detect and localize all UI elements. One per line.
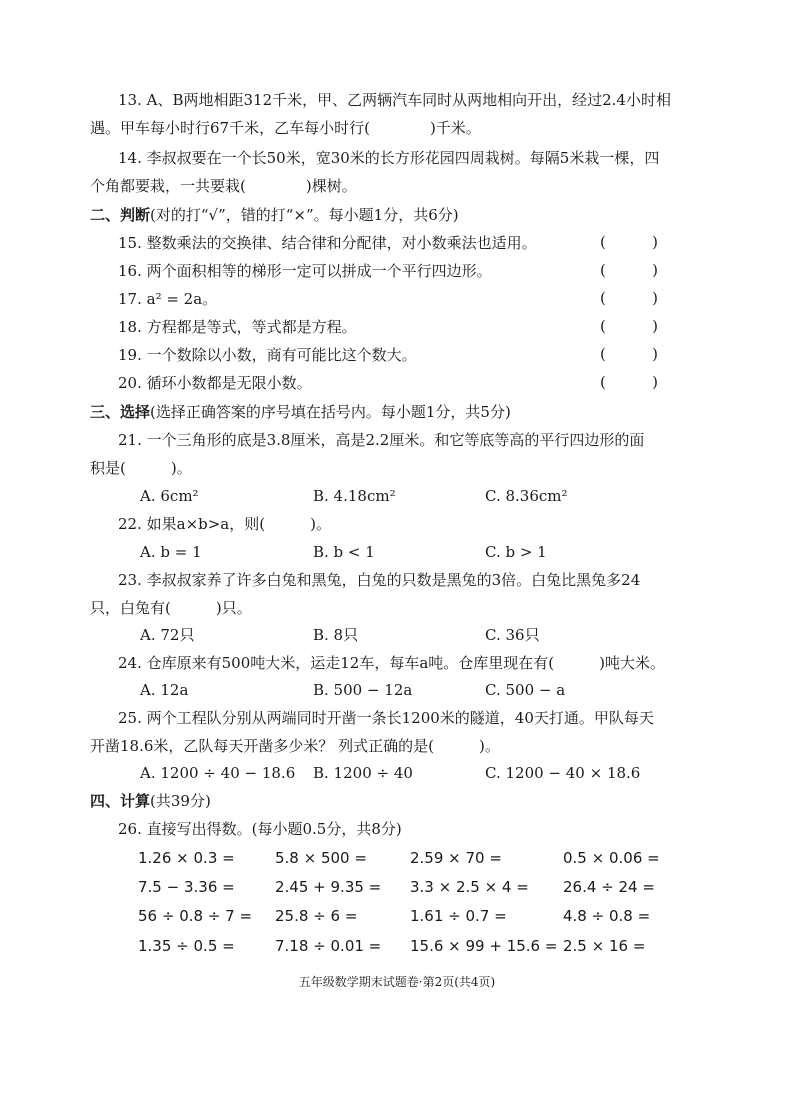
q25-option-c: C. 1200 − 40 × 18.6: [485, 764, 641, 782]
q24-line1: 24. 仓库原来有500吨大米，运走12车，每车a吨。仓库里现在有( )吨大米。: [118, 654, 665, 672]
calc-item: 0.5 × 0.06 =: [563, 849, 660, 867]
section3-title: 三、选择: [90, 403, 151, 421]
calc-item: 15.6 × 99 + 15.6 =: [410, 937, 558, 955]
q14-line1: 14. 李叔叔要在一个长50米，宽30米的长方形花园四周栽树。每隔5米栽一棵，四: [118, 149, 660, 167]
calc-item: 1.26 × 0.3 =: [138, 849, 235, 867]
section4-heading: [90, 791, 700, 811]
judge-answer-19[interactable]: ( ): [600, 345, 658, 363]
calc-item: 56 ÷ 0.8 ÷ 7 =: [138, 907, 253, 925]
q21-option-b: B. 4.18cm²: [313, 487, 396, 505]
calc-item: 25.8 ÷ 6 =: [275, 907, 358, 925]
judge-answer-17[interactable]: ( ): [600, 289, 658, 307]
section2-title: 二、判断: [90, 206, 151, 224]
q13-line2: 遇。甲车每小时行67千米，乙车每小时行( )千米。: [90, 119, 481, 137]
calc-item: 7.5 − 3.36 =: [138, 878, 235, 896]
q22-option-c: C. b > 1: [485, 543, 547, 561]
q23-option-c: C. 36只: [485, 626, 540, 644]
judge-answer-18[interactable]: ( ): [600, 317, 658, 335]
judge-answer-15[interactable]: ( ): [600, 233, 658, 251]
judge-answer-16[interactable]: ( ): [600, 261, 658, 279]
calc-item: 2.45 + 9.35 =: [275, 878, 382, 896]
calc-item: 2.5 × 16 =: [563, 937, 646, 955]
q25-option-a: A. 1200 ÷ 40 − 18.6: [140, 764, 296, 782]
q25-option-b: B. 1200 ÷ 40: [313, 764, 413, 782]
judge-item-15: 15. 整数乘法的交换律、结合律和分配律，对小数乘法也适用。: [118, 234, 537, 252]
q22-option-b: B. b < 1: [313, 543, 375, 561]
section3-desc: (选择正确答案的序号填在括号内。每小题1分，共5分): [150, 403, 511, 421]
q25-line2: 开凿18.6米，乙队每天开凿多少米？ 列式正确的是( )。: [90, 737, 500, 755]
q23-option-b: B. 8只: [313, 626, 359, 644]
q21-option-c: C. 8.36cm²: [485, 487, 568, 505]
q24-option-b: B. 500 − 12a: [313, 681, 413, 699]
q21-line2: 积是( )。: [90, 459, 192, 477]
judge-item-16: 16. 两个面积相等的梯形一定可以拼成一个平行四边形。: [118, 262, 492, 280]
q23-line2: 只，白兔有( )只。: [90, 599, 252, 617]
q22-line1: 22. 如果a×b>a，则( )。: [118, 515, 331, 533]
calc-item: 1.35 ÷ 0.5 =: [138, 937, 235, 955]
q24-option-c: C. 500 − a: [485, 681, 566, 699]
q24-option-a: A. 12a: [140, 681, 189, 699]
section4-title: 四、计算: [90, 792, 151, 810]
q26-line1: 26. 直接写出得数。(每小题0.5分，共8分): [118, 820, 402, 838]
judge-item-18: 18. 方程都是等式，等式都是方程。: [118, 318, 357, 336]
calc-item: 2.59 × 70 =: [410, 849, 502, 867]
q21-line1: 21. 一个三角形的底是3.8厘米，高是2.2厘米。和它等底等高的平行四边形的面: [118, 431, 645, 449]
calc-item: 1.61 ÷ 0.7 =: [410, 907, 507, 925]
judge-item-19: 19. 一个数除以小数，商有可能比这个数大。: [118, 346, 417, 364]
calc-item: 3.3 × 2.5 × 4 =: [410, 878, 529, 896]
calc-item: 26.4 ÷ 24 =: [563, 878, 655, 896]
q23-line1: 23. 李叔叔家养了许多白兔和黑兔，白兔的只数是黑兔的3倍。白兔比黑兔多24: [118, 571, 641, 589]
q22-option-a: A. b = 1: [140, 543, 202, 561]
q14-line2: 个角都要栽，一共要栽( )棵树。: [90, 177, 357, 195]
calc-item: 5.8 × 500 =: [275, 849, 367, 867]
calc-item: 7.18 ÷ 0.01 =: [275, 937, 382, 955]
section2-desc: (对的打“√”，错的打“×”。每小题1分，共6分): [150, 206, 459, 224]
judge-answer-20[interactable]: ( ): [600, 373, 658, 391]
judge-item-17: 17. a² = 2a。: [118, 290, 218, 308]
q13-line1: 13. A、B两地相距312千米，甲、乙两辆汽车同时从两地相向开出，经过2.4小时相: [118, 91, 671, 109]
q25-line1: 25. 两个工程队分别从两端同时开凿一条长1200米的隧道，40天打通。甲队每天: [118, 709, 654, 727]
section3-heading: [90, 402, 700, 422]
calc-item: 4.8 ÷ 0.8 =: [563, 907, 651, 925]
section2-heading: [90, 205, 700, 225]
q21-option-a: A. 6cm²: [140, 487, 199, 505]
q23-option-a: A. 72只: [140, 626, 195, 644]
judge-item-20: 20. 循环小数都是无限小数。: [118, 374, 312, 392]
page-footer: 五年级数学期末试题卷·第2页(共4页): [298, 975, 496, 989]
section4-desc: (共39分): [150, 792, 211, 810]
